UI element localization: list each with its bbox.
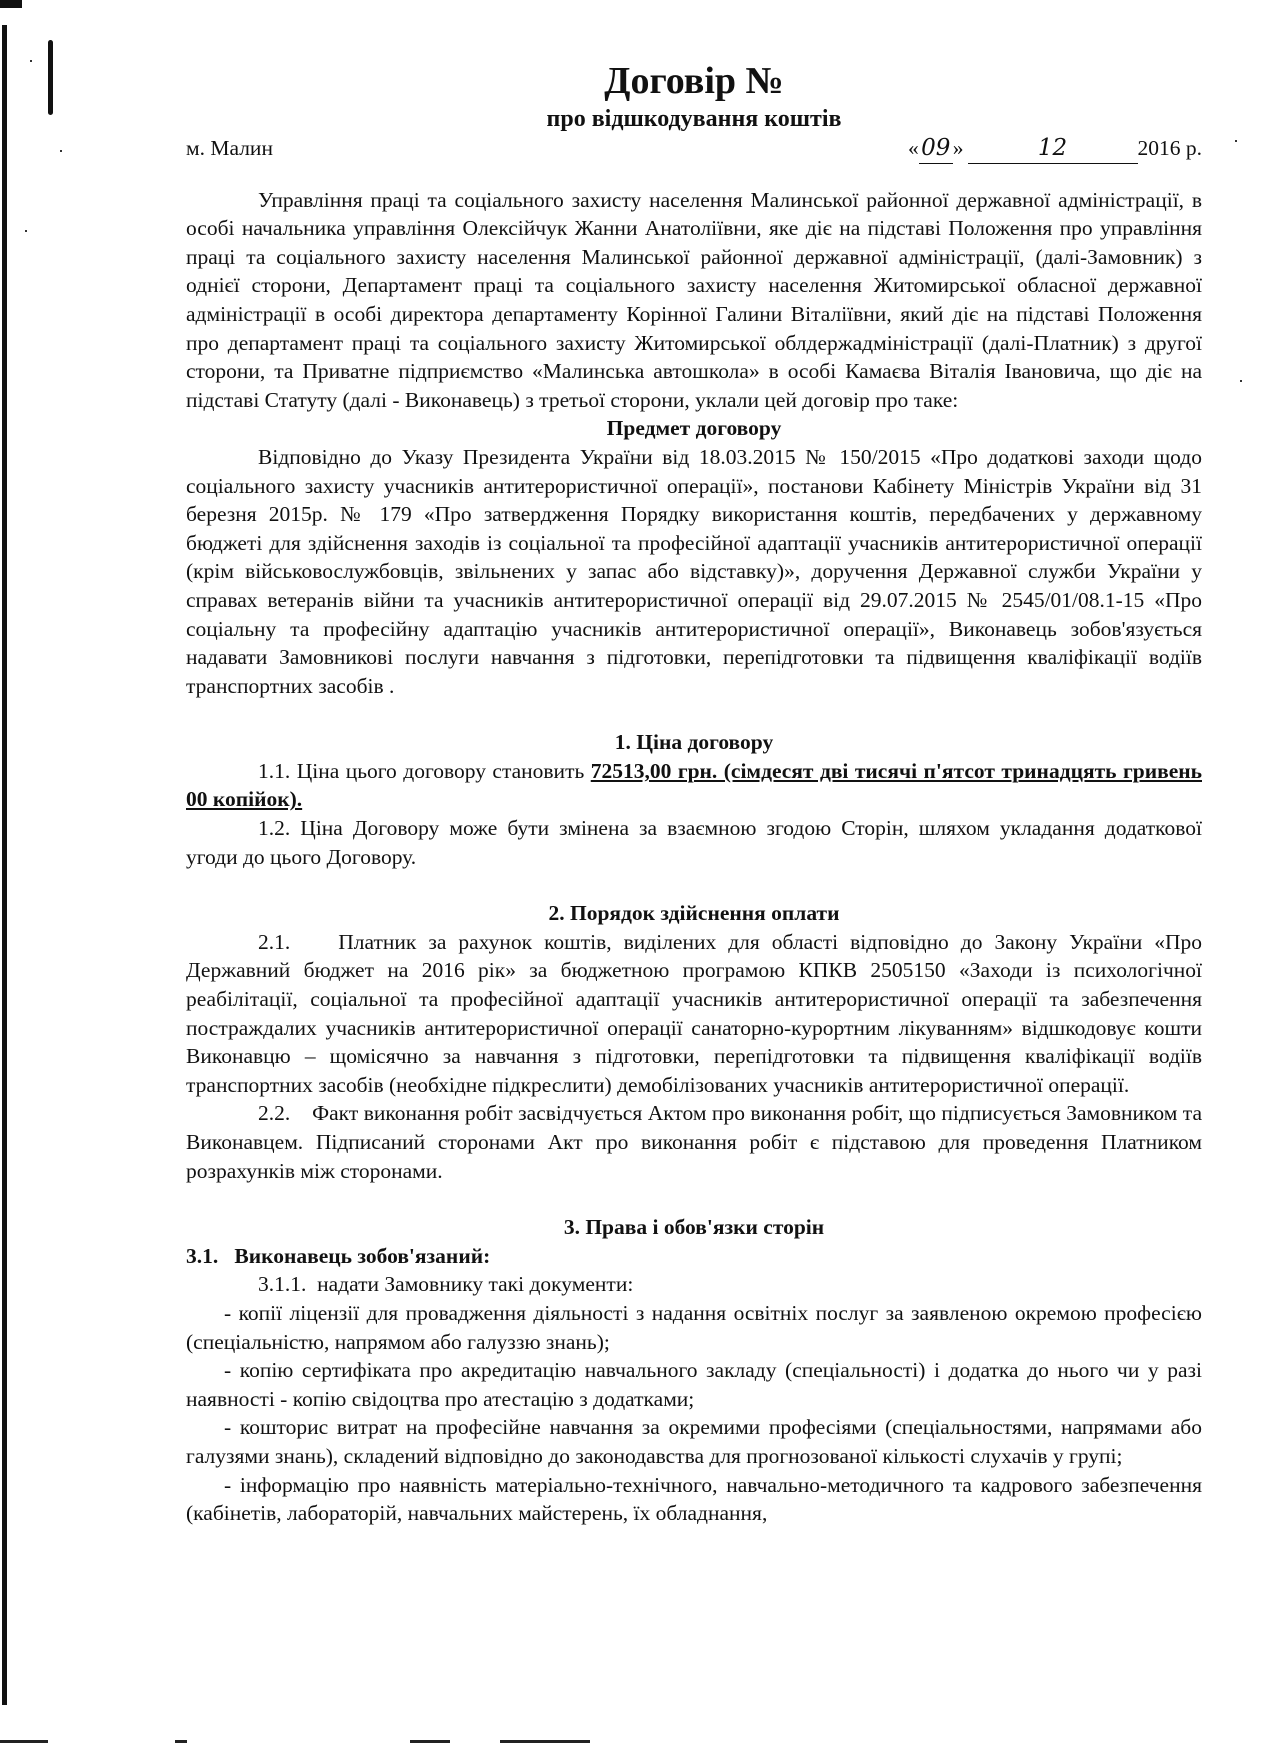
- list-item: - кошторис витрат на професійне навчання за окремими професіями (спеціальностями, напрямами або галузями знань), складений відповідно до законодавства для прогнозованої кількості слухачів у групі;: [186, 1415, 1202, 1468]
- scan-speckle: [1240, 380, 1242, 382]
- scan-artifact-mark: [48, 40, 53, 115]
- clause-2-1: 2.1. Платник за рахунок коштів, виділених для області відповідно до Закону України «Про Державний бюджет на 2016 рік» за бюджетною програмою КПКВ 2505150 «Заходи із психологічної реабілітації, соціальної та професійної адаптації учасників антитерористичної операції та забезпечення постраждалих учасників антитерористичної операції санаторно-курортним лікуванням» відшкодовує кошти Виконавцю – щомісячно за навчання з підготовки, перепідготовки та підвищення кваліфікації водіїв транспортних засобів (необхідне підкреслити) демобілізованих учасників антитерористичної операції.: [186, 929, 1208, 1097]
- list-item: - копію сертифіката про акредитацію навчального закладу (спеціальності) і додатка до нього чи у разі наявності - копію свідоцтва про атестацію з додатками;: [186, 1358, 1202, 1411]
- clause-2-2: 2.2. Факт виконання робіт засвідчується Актом про виконання робіт, що підписується Замовником та Виконавцем. Підписаний сторонами Акт про виконання робіт є підставою для проведення Платником розрахунків між сторонами.: [186, 1101, 1208, 1183]
- scan-edge-shadow: [2, 25, 7, 1705]
- scan-speckle: [60, 150, 62, 152]
- contract-page: [186, 58, 1208, 1528]
- scan-artifact: [0, 0, 22, 8]
- preamble: Управління праці та соціального захисту населення Малинської районної державної адміністрації, в особі начальника управління Олексійчук Жанни Анатоліївни, яке діє на підставі Положення про управління праці та соціального захисту населення Малинської районної державної адміністрації, (далі-Замовник) з однієї сторони, Департамент праці та соціального захисту населення Житомирської обласної державної адміністрації в особі директора департаменту Корінної Галини Віталіївни, який діє на підставі Положення про департамент праці та соціального захисту Житомирської облдержадміністрації (далі-Платник) з другої сторони, та Приватне підприємство «Малинська автошкола» в особі Камаєва Віталія Івановича, що діє на підставі Статуту (далі - Виконавець) з третьої сторони, уклали цей договір про таке:: [186, 187, 1202, 412]
- city: м. Малин: [186, 136, 273, 160]
- list-item: - копії ліцензії для провадження діяльності з надання освітніх послуг за заявленою окремою професією (спеціальністю, напрямом або галуззю знань);: [186, 1300, 1202, 1354]
- date-year: 2016 р.: [1137, 136, 1202, 160]
- clause-3-1-heading: 3.1. Виконавець зобов'язаний:: [186, 1243, 491, 1268]
- section-1-heading: 1. Ціна договору: [614, 730, 774, 755]
- clause-1-2: 1.2. Ціна Договору може бути змінена за взаємною згодою Сторін, шляхом укладання додаткової угоди до цього Договору.: [186, 816, 1202, 869]
- subject-text: Відповідно до Указу Президента України від 18.03.2015 № 150/2015 «Про додаткові заходи щодо соціального захисту учасників антитерористичної операції», постанови Кабінету Міністрів України від 31 березня 2015р. № 179 «Про затвердження Порядку використання коштів, передбачених у державному бюджеті для здійснення заходів із соціальної та професійної адаптації учасників антитерористичної операції (крім військовослужбовців, звільнених у запас або відставку)», доручення Державної служби України у справах ветеранів війни та учасників антитерористичної операції від 29.07.2015 № 2545/01/08.1-15 «Про соціальну та професійну адаптацію учасників антитерористичної операції», Виконавець зобов'язується надавати Замовникові послуги навчання з підготовки, перепідготовки та підвищення кваліфікації водіїв транспортних засобів .: [186, 444, 1202, 698]
- clause-1-1: [186, 757, 1202, 814]
- contract-date: [908, 134, 1202, 164]
- clause-1-1-text: 1.1. Ціна цього договору становить: [258, 758, 591, 783]
- date-quote-open: «: [908, 136, 919, 160]
- clause-3-1-1: 3.1.1. надати Замовнику такі документи:: [258, 1272, 634, 1297]
- scan-footer-artifacts: [0, 1740, 1279, 1748]
- contract-amount: 72513,00 грн. (сімдесят дві тисячі п'ятсот тринадцять гривень 00 копійок).: [186, 758, 1202, 812]
- date-quote-close: »: [952, 136, 964, 160]
- scan-speckle: [30, 60, 32, 62]
- list-item: - інформацію про наявність матеріально-технічного, навчально-методичного та кадрового забезпечення (кабінетів, лабораторій, навчальних майстерень, їх обладнання,: [186, 1472, 1202, 1526]
- date-month-handwritten: 12: [968, 134, 1138, 164]
- subject-heading: Предмет договору: [606, 416, 782, 441]
- scan-speckle: [1235, 140, 1237, 142]
- scan-speckle: [25, 230, 27, 232]
- section-2-heading: 2. Порядок здійснення оплати: [548, 901, 840, 926]
- date-day-handwritten: 09: [919, 134, 953, 164]
- section-3-heading: 3. Права і обов'язки сторін: [563, 1215, 825, 1240]
- document-title: Договір №: [604, 60, 784, 102]
- document-subtitle: про відшкодування коштів: [546, 106, 842, 132]
- place-date-line: [186, 134, 1202, 164]
